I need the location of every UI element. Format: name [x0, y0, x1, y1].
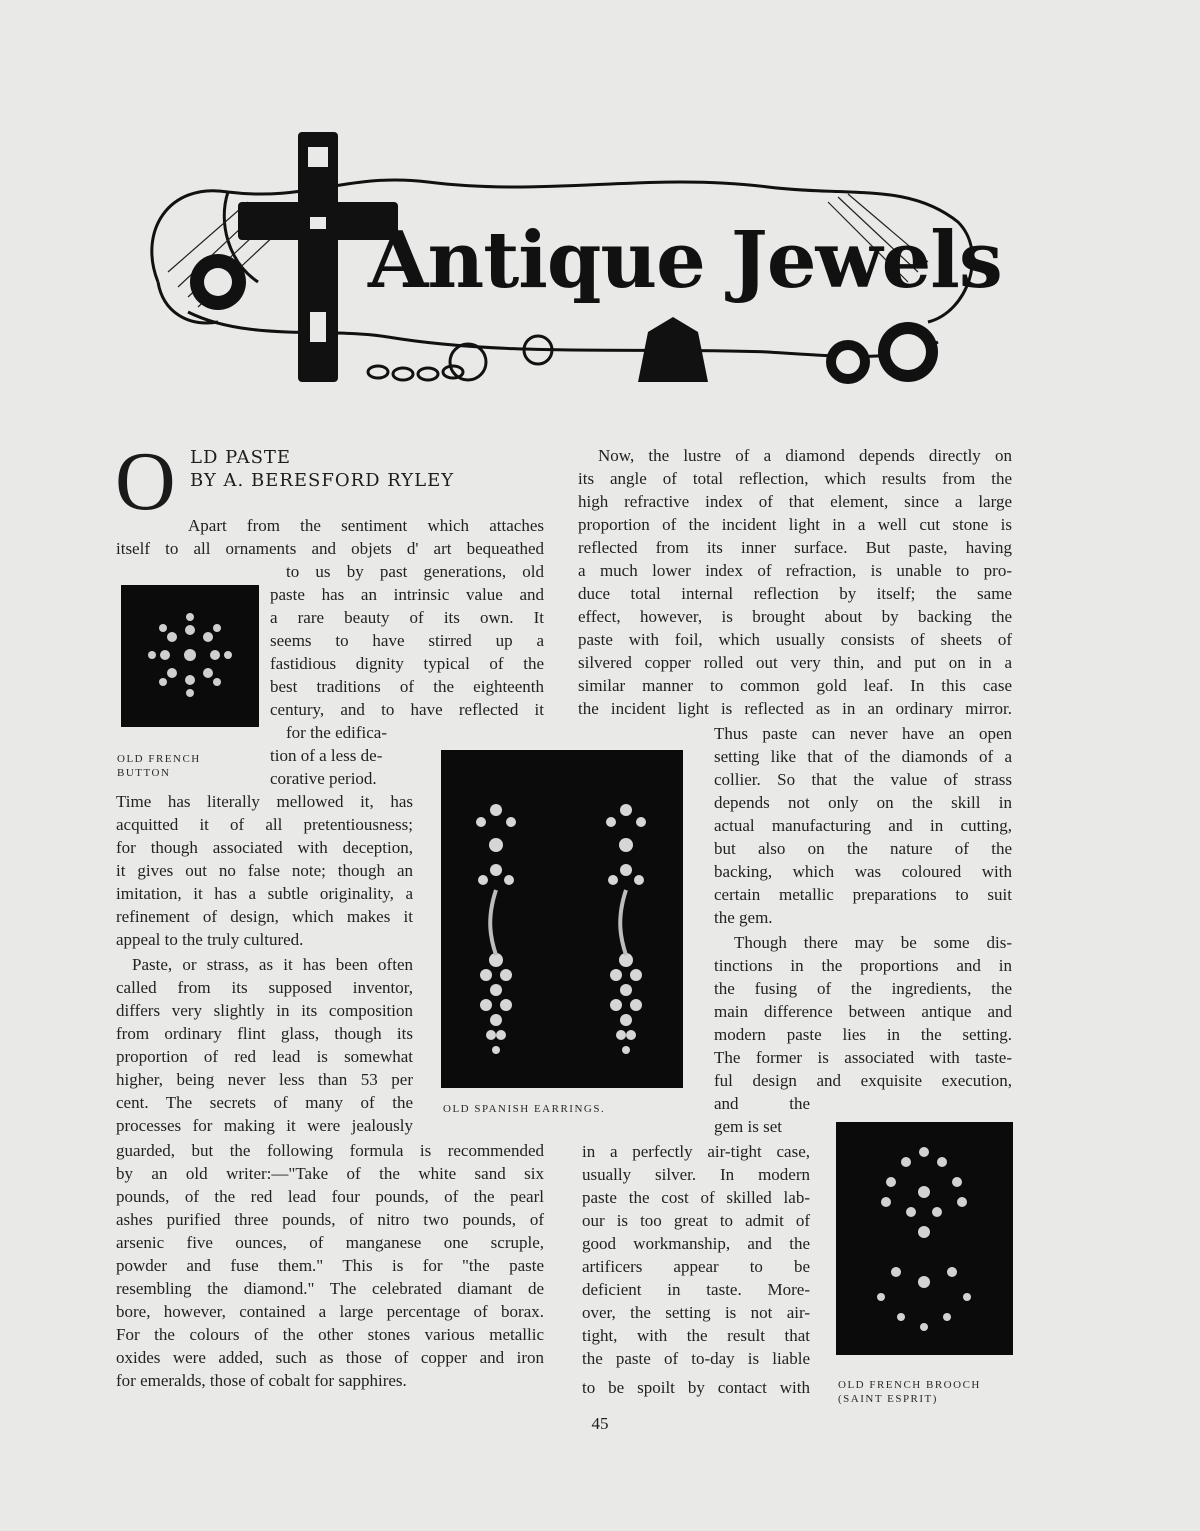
caption-button-line2: BUTTON: [117, 767, 171, 779]
text-line: Now, the lustre of a diamond depends directly on: [598, 446, 1012, 465]
text-line: setting like that of the diamonds of a: [714, 747, 1012, 766]
text-line: artificers appear to be: [582, 1257, 810, 1276]
text-line: high refractive index of that element, since a large: [578, 492, 1012, 511]
text-line: corative period.: [270, 769, 377, 788]
article-subtitle: LD PASTE: [190, 447, 292, 468]
text-line: guarded, but the following formula is recommended: [116, 1141, 544, 1160]
text-line: proportion of the incident light in a well cut stone is: [578, 515, 1012, 534]
text-line: acquitted it of all pretentiousness;: [116, 815, 413, 834]
text-line: bore, however, contained a large percentage of borax.: [116, 1302, 544, 1321]
text-line: tight, with the result that: [582, 1326, 810, 1345]
text-line: paste with foil, which usually consists of sheets of: [578, 630, 1012, 649]
text-line: the gem.: [714, 908, 773, 927]
caption-earrings: OLD SPANISH EARRINGS.: [443, 1103, 606, 1115]
text-line: ful design and exquisite execution,: [714, 1071, 1012, 1090]
text-line: usually silver. In modern: [582, 1165, 810, 1184]
text-line: called from its supposed inventor,: [116, 978, 413, 997]
text-line: and the: [714, 1094, 810, 1113]
text-line: tion of a less de-: [270, 746, 383, 765]
text-line: collier. So that the value of strass: [714, 770, 1012, 789]
text-line: refinement of design, which makes it: [116, 907, 413, 926]
text-line: over, the setting is not air-: [582, 1303, 810, 1322]
text-line: processes for making it were jealously: [116, 1116, 413, 1135]
text-line: arsenic five ounces, of manganese one scruple,: [116, 1233, 544, 1252]
text-line: paste has an intrinsic value and: [270, 585, 544, 604]
text-line: from ordinary flint glass, though its: [116, 1024, 413, 1043]
text-line: depends not only on the skill in: [714, 793, 1012, 812]
old-french-button-photo: [121, 585, 259, 727]
text-line: resembling the diamond." The celebrated diamant de: [116, 1279, 544, 1298]
text-line: The former is associated with taste-: [714, 1048, 1012, 1067]
text-line: differs very slightly in its composition: [116, 1001, 413, 1020]
author-byline: BY A. BERESFORD RYLEY: [190, 470, 455, 491]
text-line: century, and to have reflected it: [270, 700, 544, 719]
old-french-brooch-photo: [836, 1122, 1013, 1355]
text-line: ashes purified three pounds, of nitro two pounds, of: [116, 1210, 544, 1229]
text-line: paste the cost of skilled lab-: [582, 1188, 810, 1207]
text-line: deficient in taste. More-: [582, 1280, 810, 1299]
text-line: oxides were added, such as those of copper and iron: [116, 1348, 544, 1367]
text-line: our is too great to admit of: [582, 1211, 810, 1230]
text-line: backing, which was coloured with: [714, 862, 1012, 881]
text-line: similar manner to common gold leaf. In this case: [578, 676, 1012, 695]
text-line: its angle of total reflection, which results from the: [578, 469, 1012, 488]
text-line: pounds, of the red lead four pounds, of the pearl: [116, 1187, 544, 1206]
text-line: duce total internal reflection by itself; the same: [578, 584, 1012, 603]
text-line: for emeralds, those of cobalt for sapphires.: [116, 1371, 407, 1390]
text-line: tinctions in the proportions and in: [714, 956, 1012, 975]
text-line: silvered copper rolled out very thin, and put on in a: [578, 653, 1012, 672]
drop-cap: O: [115, 435, 176, 528]
text-line: in a perfectly air-tight case,: [582, 1142, 810, 1161]
text-line: a rare beauty of its own. It: [270, 608, 544, 627]
text-line: effect, however, is brought about by backing the: [578, 607, 1012, 626]
text-line: cent. The secrets of many of the: [116, 1093, 413, 1112]
text-line: Though there may be some dis-: [734, 933, 1012, 952]
text-line: seems to have stirred up a: [270, 631, 544, 650]
text-line: certain metallic preparations to suit: [714, 885, 1012, 904]
text-line: good workmanship, and the: [582, 1234, 810, 1253]
text-line: to us by past generations, old: [286, 562, 544, 581]
text-line: itself to all ornaments and objets d' art bequeathed: [116, 539, 544, 558]
text-line: Thus paste can never have an open: [714, 724, 1012, 743]
text-line: reflected from its inner surface. But paste, having: [578, 538, 1012, 557]
text-line: Time has literally mellowed it, has: [116, 792, 413, 811]
text-line: proportion of red lead is somewhat: [116, 1047, 413, 1066]
text-line: Apart from the sentiment which attaches: [188, 516, 544, 535]
text-line: powder and fuse them." This is for "the paste: [116, 1256, 544, 1275]
header-illustration: [128, 112, 1002, 392]
text-line: a much lower index of refraction, is unable to pro-: [578, 561, 1012, 580]
text-line: higher, being never less than 53 per: [116, 1070, 413, 1089]
text-line: appeal to the truly cultured.: [116, 930, 304, 949]
text-line: to be spoilt by contact with: [582, 1378, 810, 1397]
text-line: but also on the nature of the: [714, 839, 1012, 858]
text-line: the fusing of the ingredients, the: [714, 979, 1012, 998]
text-line: for the edifica-: [286, 723, 387, 742]
text-line: fastidious dignity typical of the: [270, 654, 544, 673]
text-line: by an old writer:—"Take of the white sand six: [116, 1164, 544, 1183]
text-line: Paste, or strass, as it has been often: [132, 955, 413, 974]
text-line: imitation, it has a subtle originality, a: [116, 884, 413, 903]
text-line: main difference between antique and: [714, 1002, 1012, 1021]
caption-brooch-line1: OLD FRENCH BROOCH: [838, 1379, 981, 1391]
text-line: best traditions of the eighteenth: [270, 677, 544, 696]
text-line: gem is set: [714, 1117, 782, 1136]
text-line: for though associated with deception,: [116, 838, 413, 857]
page-number: 45: [591, 1414, 609, 1433]
text-line: the incident light is reflected as in an ordinary mirror.: [578, 699, 1012, 718]
old-spanish-earrings-photo: [441, 750, 683, 1088]
caption-button-line1: OLD FRENCH: [117, 753, 201, 765]
text-line: it gives out no false note; though an: [116, 861, 413, 880]
page-title: Antique Jewels: [368, 215, 1002, 306]
text-line: For the colours of the other stones various metallic: [116, 1325, 544, 1344]
text-line: the paste of to-day is liable: [582, 1349, 810, 1368]
caption-brooch-line2: (SAINT ESPRIT): [838, 1393, 938, 1405]
text-line: actual manufacturing and in cutting,: [714, 816, 1012, 835]
text-line: modern paste lies in the setting.: [714, 1025, 1012, 1044]
